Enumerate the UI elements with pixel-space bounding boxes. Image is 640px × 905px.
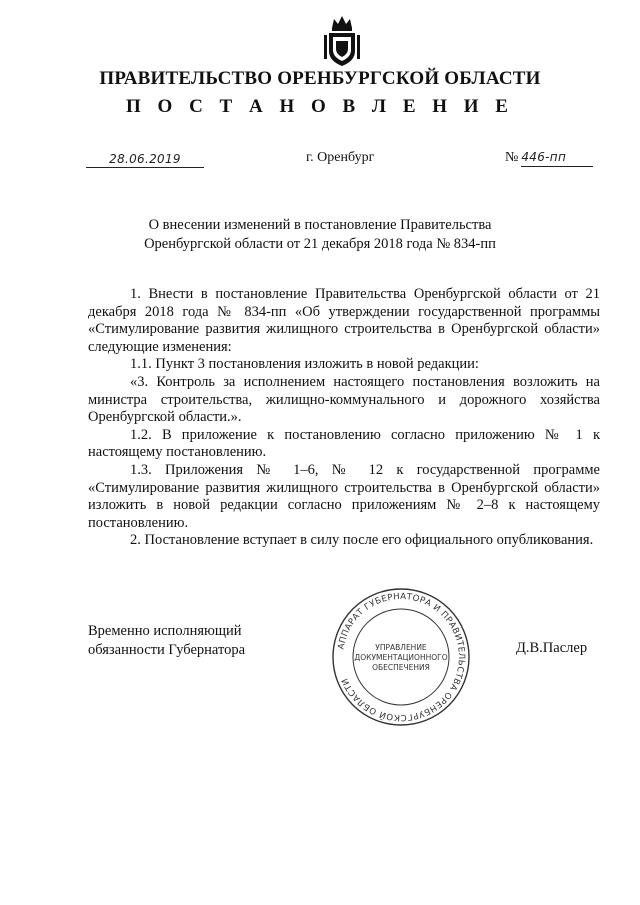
paragraph-1: 1. Внести в постановление Правительства Оренбургской области от 21 декабря 2018 года № 834-пп «Об утверждении государственной программы «Стимулирование развития жилищного строительства в Оренбургской области» следующие изменения: — [88, 286, 600, 355]
position-line-1: Временно исполняющий — [88, 623, 242, 639]
paragraph-1-3: 1.3. Приложения № 1–6, № 12 к государственной программе «Стимулирование развития жилищного строительства в Оренбургской области» изложить в новой редакции согласно приложениям № 2–8 к настоящему постановлению. — [88, 461, 600, 531]
stamp-center-line-2: ДОКУМЕНТАЦИОННОГО — [354, 653, 448, 662]
subject-line-2: Оренбургской области от 21 декабря 2018 года № 834-пп — [144, 236, 496, 252]
official-stamp — [330, 586, 472, 728]
document-number: 446-пп — [521, 150, 567, 164]
position-line-2: обязанности Губернатора — [88, 642, 246, 658]
paragraph-1-2: 1.2. В приложение к постановлению согласно приложению № 1 к настоящему постановлению. — [88, 426, 600, 461]
paragraph-1-1-text: «3. Контроль за исполнением настоящего постановления возложить на министра строительства, жилищно-коммунального и дорожного хозяйства Оренбургской области.». — [88, 373, 600, 426]
stamp-center-line-1: УПРАВЛЕНИЕ — [375, 643, 427, 652]
organization-title: ПРАВИТЕЛЬСТВО ОРЕНБУРГСКОЙ ОБЛАСТИ — [99, 68, 541, 89]
signatory-name: Д.В.Паслер — [516, 640, 588, 656]
paragraph-1-1: 1.1. Пункт 3 постановления изложить в новой редакции: — [130, 356, 479, 373]
stamp-ring-text: АППАРАТ ГУБЕРНАТОРА И ПРАВИТЕЛЬСТВА ОРЕНБУРГСКОЙ ОБЛАСТИ — [336, 591, 467, 723]
document-city: г. Оренбург — [306, 150, 375, 165]
paragraph-2: 2. Постановление вступает в силу после его официального опубликования. — [130, 532, 594, 549]
number-prefix: № — [505, 150, 519, 165]
document-subject — [0, 216, 640, 254]
subject-line-1: О внесении изменений в постановление Правительства — [148, 217, 492, 233]
document-date-field — [86, 150, 204, 168]
document-number-field — [505, 150, 593, 167]
document-date: 28.06.2019 — [109, 152, 181, 166]
signatory-position — [88, 622, 245, 660]
stamp-center-line-3: ОБЕСПЕЧЕНИЯ — [372, 663, 430, 672]
document-body — [88, 286, 600, 550]
document-type: П О С Т А Н О В Л Е Н И Е — [126, 96, 514, 117]
coat-of-arms-icon — [322, 14, 362, 68]
